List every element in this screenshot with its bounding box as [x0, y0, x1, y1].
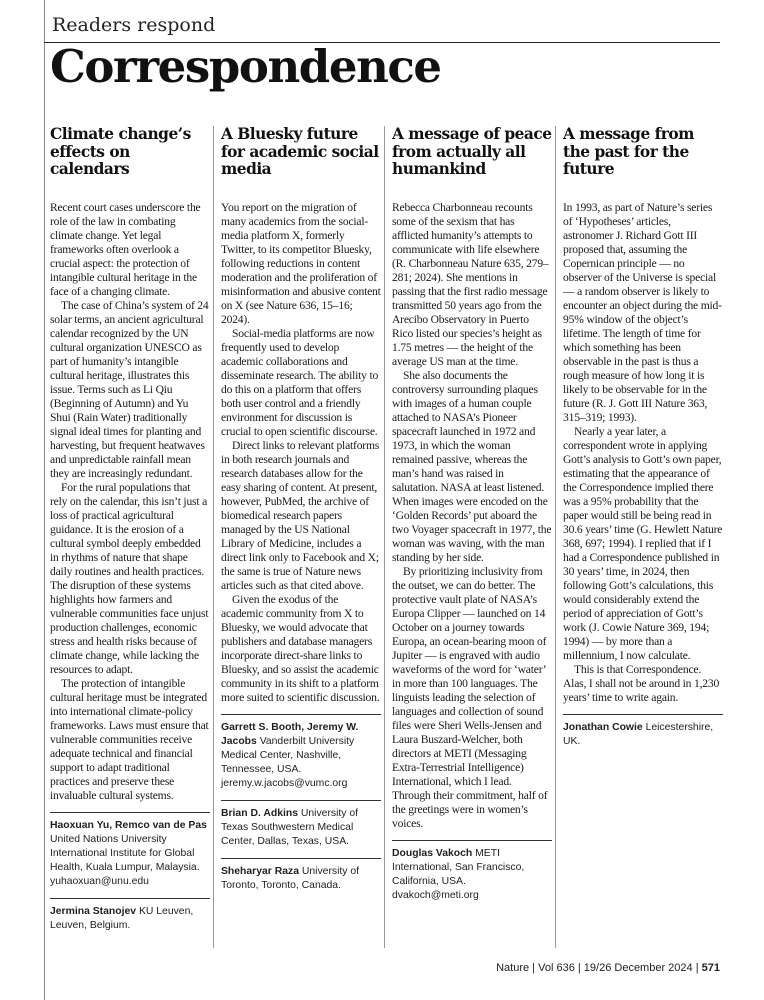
- author-affiliation: United Nations University International Institute for Global Health, Kuala Lumpur, Malaysia.: [50, 833, 200, 873]
- column-divider: [213, 126, 214, 948]
- paragraph: The protection of intangible cultural heritage must be integrated into international climate-policy frameworks. Laws must ensure that vulnerable communities receive adequate technical and financial support to adapt traditional practices and preserve these invaluable cultural systems.: [50, 676, 209, 802]
- author-block: [392, 840, 552, 903]
- article-body: [50, 201, 210, 803]
- author-names: Haoxuan Yu, Remco van de Pas: [50, 819, 207, 831]
- author-email[interactable]: dvakoch@meti.org: [392, 889, 479, 901]
- author-affiliation: University of Texas Southwestern Medical Center, Dallas, Texas, USA.: [221, 807, 359, 848]
- issue-date: 19/26 December 2024: [583, 962, 693, 974]
- journal-name: Nature: [496, 962, 530, 974]
- author-block: [221, 714, 381, 791]
- author-block: [563, 714, 723, 749]
- page-footer: Nature | Vol 636 | 19/26 December 2024 | 571: [496, 962, 720, 974]
- paragraph: The case of China’s system of 24 solar terms, an ancient agricultural calendar recognized by the UN cultural organization UNESCO as part of humanity’s intangible cultural heritage, illustrates this issue. Terms such as Li Qiu (Beginning of Autumn) and Yu Shui (Rain Water) traditionally signal ideal times for planting and harvesting, but frequent heatwaves and unpredictable rainfall mean they are increasingly redundant.: [50, 298, 209, 480]
- author-email[interactable]: jeremy.w.jacobs@vumc.org: [221, 777, 348, 789]
- article-headline: Climate change’s effects on calendars: [50, 125, 191, 178]
- paragraph: In 1993, as part of Nature’s series of ‘Hypotheses’ articles, astronomer J. Richard Gott III proposed that, assuming the Copernican principle — no observer of the Universe is special — a random observer is likely to encounter an object during the mid-95% window of the object’s lifetime. The length of time for which something has been observable in the past is thus a rough measure of how long it is likely to be observable for in the future (R. J. Gott III Nature 363, 315–319; 1993).: [563, 200, 722, 424]
- author-block: [50, 812, 210, 889]
- paragraph: You report on the migration of many academics from the social-media platform X, formerly Twitter, to its competitor Bluesky, following reductions in content moderation and the proliferation of misinformation and abusive content on X (see Nature 636, 15–16; 2024).: [221, 200, 381, 326]
- paragraph: Direct links to relevant platforms in both research journals and research databases allow for the easy sharing of content. At present, however, PubMed, the archive of biomedical research papers managed by the US National Library of Medicine, includes a direct link only to Facebook and X; the same is true of Nature news articles such as that cited above.: [221, 438, 380, 592]
- author-block: [221, 858, 381, 893]
- author-names: Jonathan Cowie: [563, 721, 643, 733]
- author-affiliation: METI International, San Francisco, California, USA.: [392, 847, 525, 887]
- page-number: 571: [701, 962, 720, 974]
- article-body: [563, 201, 723, 705]
- article-message-of-peace: [392, 126, 552, 903]
- paragraph: Nearly a year later, a correspondent wrote in applying Gott’s analysis to Gott’s own paper, estimating that the appearance of the Correspondence implied there was a 95% probability that the paper would still be being read in 30.6 years’ time (G. Hewlett Nature 368, 697; 1994). I replied that if I had a Correspondence published in 30 years’ time, in 2024, then following Gott’s calculations, this would considerably extend the period of appreciation of Gott’s work (J. Cowie Nature 369, 194; 1994) — by more than a millennium, I now calculate.: [563, 424, 723, 662]
- column-divider: [384, 126, 385, 948]
- article-body: [392, 201, 552, 831]
- paragraph: Social-media platforms are now frequently used to develop academic collaborations and disseminate research. The ability to do this on a platform that offers both user control and a friendly environment for discussion is crucial to open scientific discourse.: [221, 326, 379, 438]
- author-affiliation: KU Leuven, Leuven, Belgium.: [50, 905, 194, 932]
- author-affiliation: Leicestershire, UK.: [563, 721, 714, 747]
- article-headline: A message of peace from actually all humankind: [392, 125, 552, 178]
- article-headline: A Bluesky future for academic social media: [221, 125, 379, 178]
- article-climate-calendars: [50, 126, 210, 933]
- paragraph: Given the exodus of the academic community from X to Bluesky, we would advocate that publishers and database managers incorporate direct-share links to Bluesky, and so assist the academic community in its shift to a platform more suited to scientific discussion.: [221, 592, 380, 704]
- volume: Vol 636: [538, 962, 575, 974]
- paragraph: She also documents the controversy surrounding plaques with images of a human couple attached to NASA’s Pioneer spacecraft launched in 1972 and 1973, in which the woman remained passive, whereas the man’s hand was raised in salutation. NASA at least listened. When images were encoded on the ‘Golden Records’ put aboard the two Voyager spacecraft in 1977, the woman was waving, with the man standing by her side.: [392, 368, 552, 564]
- author-names: Brian D. Adkins: [221, 807, 298, 819]
- paragraph: Recent court cases underscore the role of the law in combating climate change. Yet legal frameworks often overlook a crucial aspect: the protection of intangible cultural heritage in the face of a changing climate.: [50, 200, 201, 298]
- author-block: [50, 898, 210, 933]
- author-affiliation: University of Toronto, Toronto, Canada.: [221, 866, 360, 892]
- author-block: [221, 800, 381, 849]
- author-names: Jermina Stanojev: [50, 905, 137, 917]
- section-kicker: Readers respond: [52, 14, 216, 36]
- paragraph: For the rural populations that rely on the calendar, this isn’t just a loss of practical agricultural guidance. It is the erosion of a cultural symbol deeply embedded in rhythms of nature that shape daily routines and health practices. The disruption of these systems highlights how farmers and vulnerable communities face unjust production challenges, economic stress and health risks because of climate change, while lacking the resources to adapt.: [50, 480, 209, 676]
- article-bluesky: [221, 126, 381, 893]
- article-body: [221, 201, 381, 705]
- author-names: Douglas Vakoch: [392, 847, 473, 859]
- paragraph: This is that Correspondence. Alas, I shall not be around in 1,230 years’ time to write again.: [563, 662, 720, 704]
- author-names: Garrett S. Booth, Jeremy W. Jacobs: [221, 721, 359, 747]
- author-names: Sheharyar Raza: [221, 866, 299, 878]
- article-headline: A message from the past for the future: [563, 125, 694, 178]
- column-divider: [555, 126, 556, 948]
- author-affiliation: Vanderbilt University Medical Center, Nashville, Tennessee, USA.: [221, 735, 355, 775]
- article-message-from-past: [563, 126, 723, 749]
- author-email[interactable]: yuhaoxuan@unu.edu: [50, 875, 149, 887]
- paragraph: Rebecca Charbonneau recounts some of the sexism that has afflicted humanity’s attempts to communicate with life elsewhere (R. Charbonneau Nature 635, 279–281; 2024). She mentions in passing that the first radio message transmitted 50 years ago from the Arecibo Observatory in Puerto Rico listed our species’s height as 1.75 metres — the height of the average US man at the time.: [392, 200, 549, 368]
- page-title: Correspondence: [50, 40, 441, 93]
- paragraph: By prioritizing inclusivity from the outset, we can do better. The protective vault plate of NASA’s Europa Clipper — launched on 14 October on a journey towards Europa, an ocean-bearing moon of Jupiter — is engraved with audio waveforms of the word for ‘water’ in more than 100 languages. The linguists leading the selection of languages and collection of sound files were Sheri Wells-Jensen and Laura Buszard-Welcher, both directors at METI (Messaging Extra-Terrestrial Intelligence) International, which I lead. Through their commitment, half of the greetings were in women’s voices.: [392, 564, 548, 830]
